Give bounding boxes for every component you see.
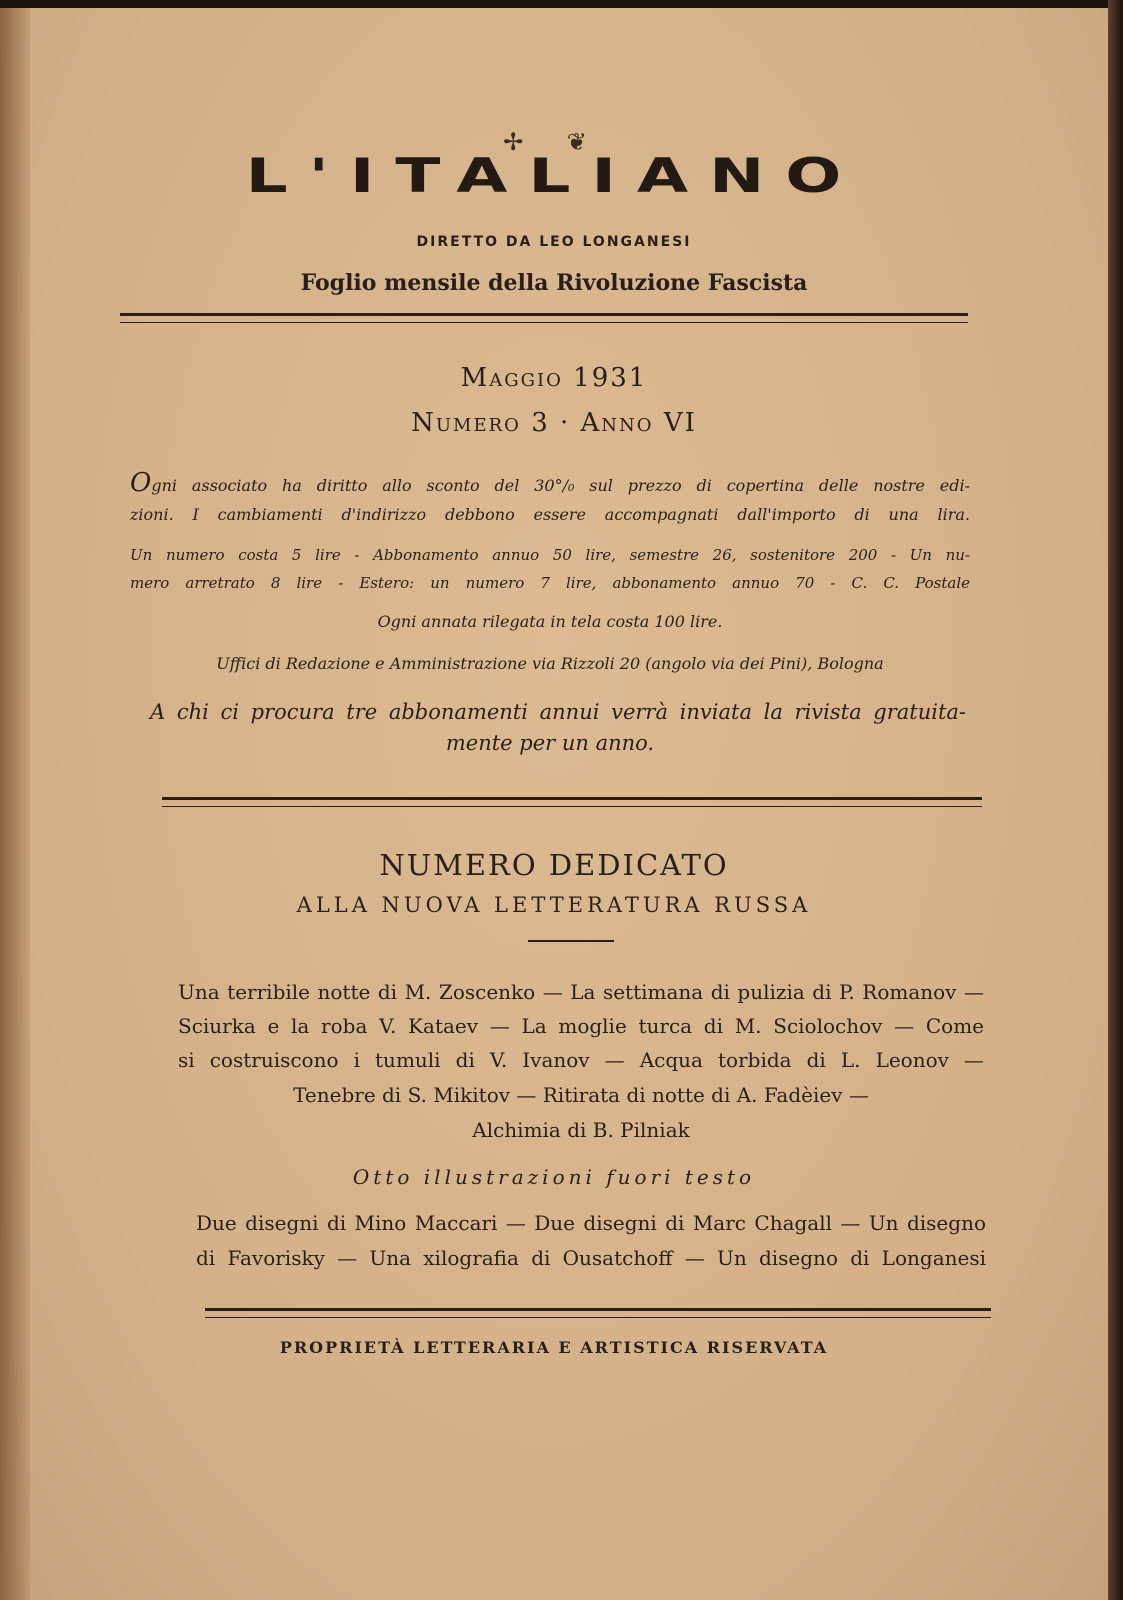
double-rule-divider [205, 1308, 991, 1318]
contents-line: Alchimia di B. Pilniak [472, 1118, 690, 1142]
price-notice-line-1: Un numero costa 5 lire - Abbonamento annuo 50 lire, semestre 26, sostenitore 200 - Un nu- [130, 546, 970, 564]
masthead-title: L'ITALIANO [245, 148, 863, 204]
issue-number: Numero 3 · Anno VI [411, 408, 697, 438]
contents-line: Una terribile notte di M. Zoscenko — La settimana di pulizia di P. Romanov — [178, 980, 984, 1004]
double-rule-divider [162, 797, 982, 807]
contents-line: Tenebre di S. Mikitov — Ritirata di notte di A. Fadèiev — [293, 1083, 869, 1107]
rights-notice: PROPRIETÀ LETTERARIA E ARTISTICA RISERVATA [279, 1338, 829, 1357]
short-rule-divider [528, 940, 614, 942]
double-rule-divider [120, 313, 968, 323]
offices-address: Uffici di Redazione e Amministrazione via Rizzoli 20 (angolo via dei Pini), Bologna [216, 654, 884, 673]
magazine-cover-page [0, 8, 1108, 1600]
promo-line-1: A chi ci procura tre abbonamenti annui verrà inviata la rivista gratuita- [150, 700, 966, 724]
contents-line: si costruiscono i tumuli di V. Ivanov — Acqua torbida di L. Leonov — [178, 1048, 984, 1072]
director-line: DIRETTO DA LEO LONGANESI [416, 234, 692, 250]
contents-line: Sciurka e la roba V. Kataev — La moglie turca di M. Sciolochov — Come [178, 1014, 984, 1038]
associates-notice-line-2: zioni. I cambiamenti d'indirizzo debbono essere accompagnati dall'importo di una lira. [130, 505, 970, 524]
price-notice-line-2: mero arretrato 8 lire - Estero: un numero 7 lire, abbonamento annuo 70 - C. C. Postale [130, 574, 970, 592]
illustrations-title: Otto illustrazioni fuori testo [352, 1165, 756, 1189]
illustrations-line: di Favorisky — Una xilografia di Ousatchoff — Un disegno di Longanesi [196, 1246, 986, 1270]
worn-page-edge [0, 8, 30, 1600]
associates-notice-text: gni associato ha diritto allo sconto del 30°/₀ sul prezzo di copertina delle nostre edi- [151, 476, 970, 495]
associates-notice-line-1 [130, 468, 970, 498]
illustrations-line: Due disegni di Mino Maccari — Due disegni di Marc Chagall — Un disegno [196, 1211, 986, 1235]
drop-cap: O [130, 468, 152, 498]
printer-ornament-icon: ✢ ❦ [503, 128, 605, 156]
dedication-subtitle: ALLA NUOVA LETTERATURA RUSSA [296, 893, 812, 917]
issue-date: Maggio 1931 [460, 363, 648, 393]
bound-volume-notice: Ogni annata rilegata in tela costa 100 lire. [377, 612, 723, 631]
promo-line-2: mente per un anno. [445, 731, 655, 755]
dedication-title: NUMERO DEDICATO [379, 848, 729, 882]
page-shadow-edge [1108, 0, 1123, 1600]
masthead-subtitle: Foglio mensile della Rivoluzione Fascista [300, 270, 808, 296]
